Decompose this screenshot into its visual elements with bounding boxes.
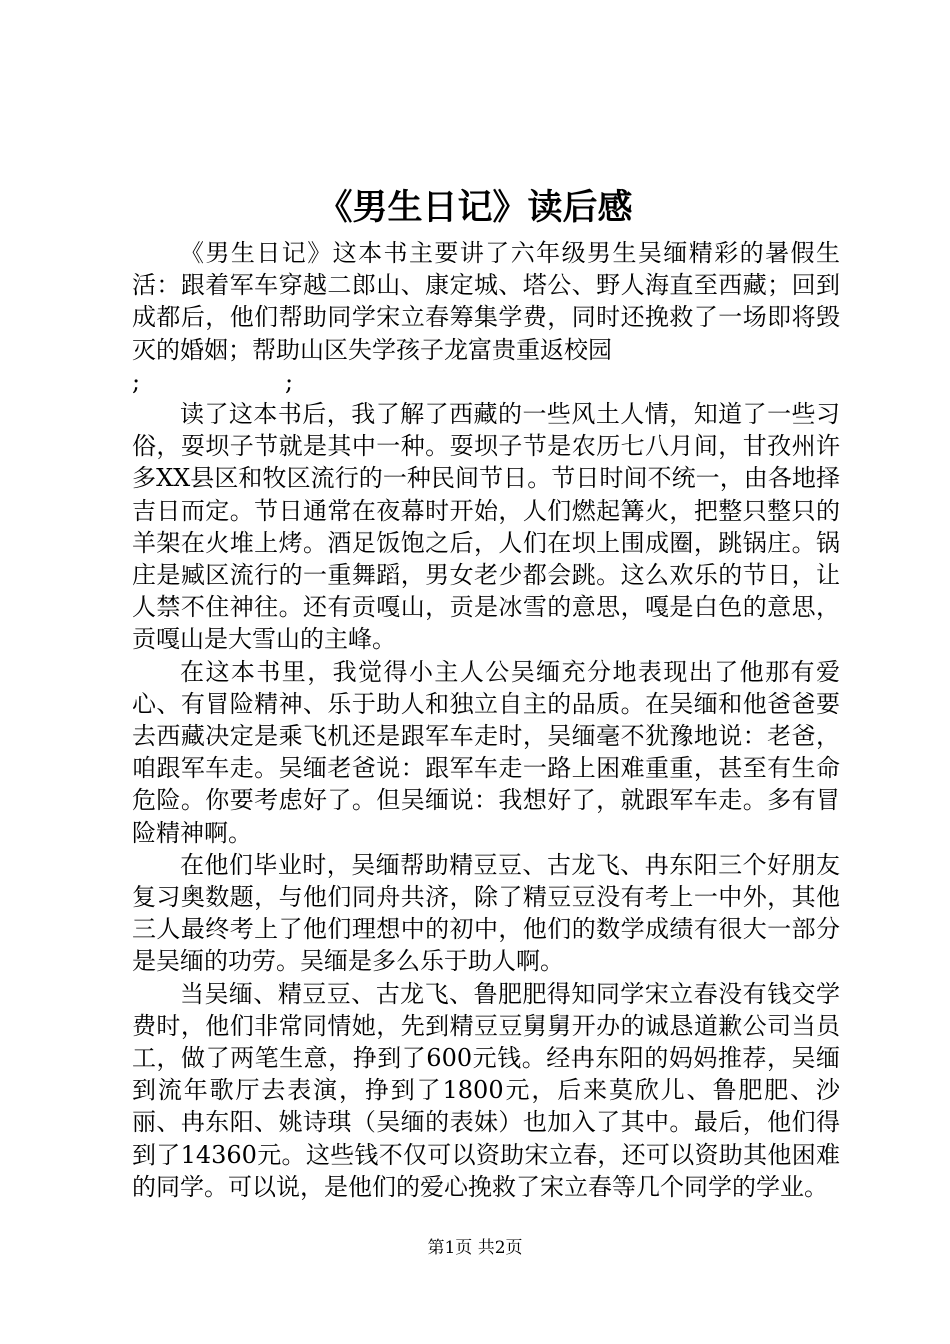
paragraph-character-qualities: 在这本书里，我觉得小主人公吴缅充分地表现出了他那有爱心、有冒险精神、乐于助人和独立自主的品质。在吴缅和他爸爸要去西藏决定是乘飞机还是跟军车走时，吴缅毫不犹豫地说：老爸，咱跟军车走。吴缅老爸说：跟军车走一路上困难重重，甚至有生命危险。你要考虑好了。但吴缅说：我想好了，就跟军车走。多有冒险精神啊。 — [132, 657, 840, 847]
paragraph-tibet-customs: 读了这本书后，我了解了西藏的一些风土人情，知道了一些习俗，耍坝子节就是其中一种。耍坝子节是农历七八月间，甘孜州许多XX县区和牧区流行的一种民间节日。节日时间不统一，由各地择吉日而定。节日通常在夜幕时开始，人们燃起篝火，把整只整只的羊架在火堆上烤。酒足饭饱之后，人们在坝上围成圈，跳锅庄。锅庄是臧区流行的一重舞蹈，男女老少都会跳。这么欢乐的节日，让人禁不住神往。还有贡嘎山，贡是冰雪的意思，嘎是白色的意思，贡嘎山是大雪山的主峰。 — [132, 400, 840, 654]
paragraph-intro: 《男生日记》这本书主要讲了六年级男生吴缅精彩的暑假生活：跟着军车穿越二郎山、康定城、塔公、野人海直至西藏；回到成都后，他们帮助同学宋立春筹集学费，同时还挽救了一场即将毁灭的婚姻；帮助山区失学孩子龙富贵重返校园 — [132, 239, 840, 364]
paragraph-separator: ; ; — [132, 367, 294, 396]
document-body — [132, 237, 840, 1203]
paragraph-graduation: 在他们毕业时，吴缅帮助精豆豆、古龙飞、冉东阳三个好朋友复习奥数题，与他们同舟共济，除了精豆豆没有考上一中外，其他三人最终考上了他们理想中的初中，他们的数学成绩有很大一部分是吴缅的功劳。吴缅是多么乐于助人啊。 — [132, 850, 840, 976]
paragraph-fundraising: 当吴缅、精豆豆、古龙飞、鲁肥肥得知同学宋立春没有钱交学费时，他们非常同情她，先到精豆豆舅舅开办的诚恳道歉公司当员工，做了两笔生意，挣到了600元钱。经冉东阳的妈妈推荐，吴缅到流年歌厅去表演，挣到了1800元，后来莫欣儿、鲁肥肥、沙丽、冉东阳、姚诗琪（吴缅的表妹）也加入了其中。最后，他们得到了14360元。这些钱不仅可以资助宋立春，还可以资助其他困难的同学。可以说，是他们的爱心挽救了宋立春等几个同学的学业。 — [132, 979, 840, 1201]
document-title: 《男生日记》读后感 — [317, 187, 633, 228]
page-footer: 第1页 共2页 — [427, 1238, 523, 1258]
